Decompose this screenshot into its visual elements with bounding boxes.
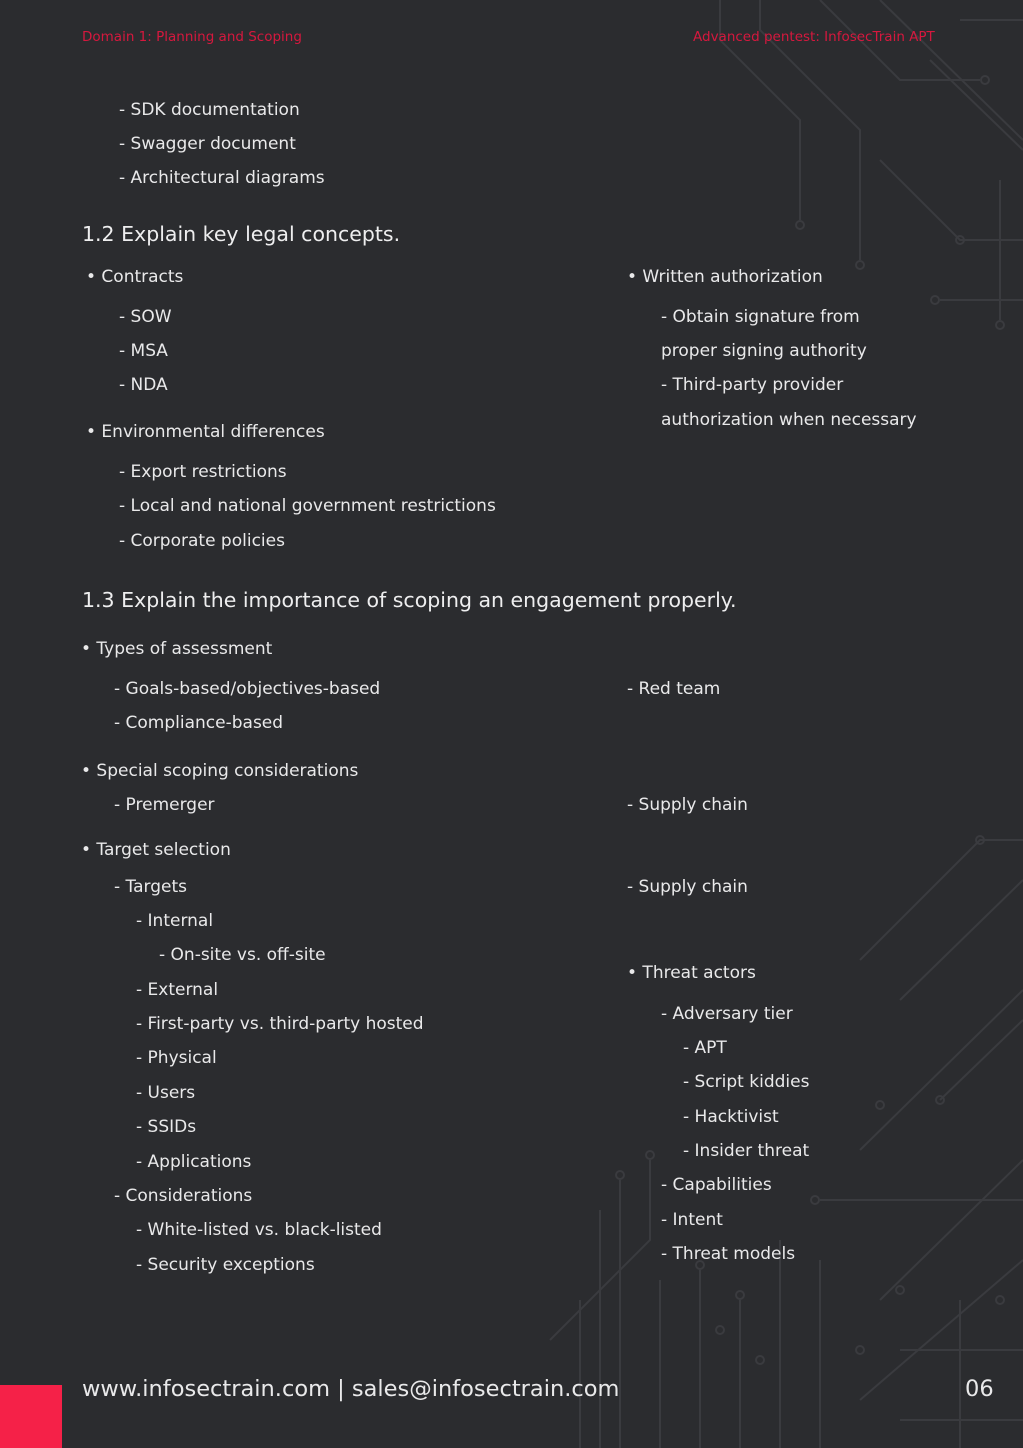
section-title-1-2: 1.2 Explain key legal concepts.	[82, 222, 401, 246]
list-item: - Obtain signature from	[661, 307, 860, 327]
list-item: - Script kiddies	[683, 1072, 810, 1092]
list-item: - Export restrictions	[119, 462, 287, 482]
list-item: - Goals-based/objectives-based	[114, 679, 381, 699]
header-domain-title: Domain 1: Planning and Scoping	[82, 29, 302, 45]
section-title-1-3: 1.3 Explain the importance of scoping an engagement properly.	[82, 588, 737, 612]
footer-accent-block	[0, 1385, 62, 1448]
header-course-title: Advanced pentest: InfosecTrain APT	[693, 29, 935, 45]
list-item: - Insider threat	[683, 1141, 810, 1161]
list-item: - Local and national government restrictions	[119, 496, 496, 516]
list-item: - APT	[683, 1038, 727, 1058]
list-item: - Supply chain	[627, 795, 748, 815]
list-item: - Compliance-based	[114, 713, 284, 733]
list-item: - Security exceptions	[136, 1255, 315, 1275]
list-item: - Capabilities	[661, 1175, 772, 1195]
list-item: - Adversary tier	[661, 1004, 793, 1024]
list-item: - MSA	[119, 341, 168, 361]
list-item: - SOW	[119, 307, 172, 327]
list-item: - Targets	[114, 877, 187, 897]
list-item: - SDK documentation	[119, 100, 300, 120]
list-item-continuation: authorization when necessary	[661, 410, 917, 430]
list-item: - Threat models	[661, 1244, 796, 1264]
list-item: - Third-party provider	[661, 375, 844, 395]
list-item: - White-listed vs. black-listed	[136, 1220, 382, 1240]
list-item: - Red team	[627, 679, 721, 699]
page-number: 06	[965, 1376, 994, 1402]
list-item: - Swagger document	[119, 134, 296, 154]
list-item: - Applications	[136, 1152, 252, 1172]
list-item: - Physical	[136, 1048, 217, 1068]
bullet-written-authorization: • Written authorization	[627, 267, 823, 287]
list-item: - Users	[136, 1083, 196, 1103]
bullet-contracts: • Contracts	[86, 267, 184, 287]
list-item: - Corporate policies	[119, 531, 285, 551]
bullet-target-selection: • Target selection	[81, 840, 231, 860]
footer-contact-links[interactable]: www.infosectrain.com | sales@infosectrain.com	[82, 1376, 620, 1402]
list-item: - On-site vs. off-site	[159, 945, 326, 965]
list-item: - Considerations	[114, 1186, 253, 1206]
list-item: - Premerger	[114, 795, 215, 815]
list-item: - First-party vs. third-party hosted	[136, 1014, 424, 1034]
list-item: - Internal	[136, 911, 214, 931]
list-item: - Supply chain	[627, 877, 748, 897]
list-item: - External	[136, 980, 219, 1000]
list-item: - Intent	[661, 1210, 723, 1230]
list-item: - Hacktivist	[683, 1107, 779, 1127]
bullet-special-scoping: • Special scoping considerations	[81, 761, 359, 781]
bullet-environmental-differences: • Environmental differences	[86, 422, 325, 442]
bullet-threat-actors: • Threat actors	[627, 963, 756, 983]
list-item: - Architectural diagrams	[119, 168, 325, 188]
bullet-types-of-assessment: • Types of assessment	[81, 639, 273, 659]
list-item: - SSIDs	[136, 1117, 197, 1137]
list-item-continuation: proper signing authority	[661, 341, 867, 361]
list-item: - NDA	[119, 375, 168, 395]
